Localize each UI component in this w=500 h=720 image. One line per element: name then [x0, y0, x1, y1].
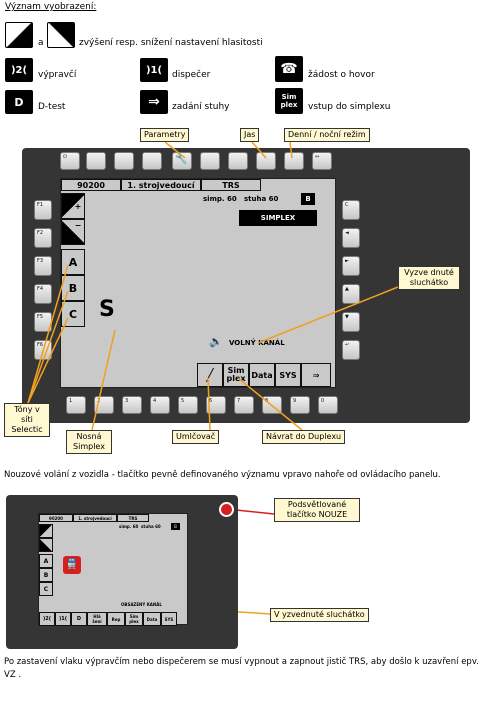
num-key-7[interactable]: 7	[234, 396, 254, 414]
sys-cell-2[interactable]: SYS	[161, 612, 177, 626]
d-test-icon: D	[5, 90, 33, 114]
announce-cell[interactable]: Hlá šení	[87, 612, 107, 626]
callout-zvednute: V yzvednuté sluchátko	[270, 608, 369, 622]
legend-conjunction: a	[38, 38, 44, 48]
arrows-key[interactable]	[312, 152, 332, 170]
num-key-8[interactable]: 8	[262, 396, 282, 414]
top-key-2[interactable]	[86, 152, 106, 170]
legend-label-simplex: vstup do simplexu	[308, 102, 391, 112]
d-test-cell[interactable]: D	[71, 612, 87, 626]
simplex-banner: SIMPLEX	[239, 210, 317, 226]
status-line-2: simp. 60 stuha 60	[119, 524, 161, 529]
tape-icon: ⇒	[312, 370, 320, 380]
callout-navrat: Návrat do Duplexu	[262, 430, 345, 444]
top-key-3[interactable]	[114, 152, 134, 170]
top-key-7[interactable]	[228, 152, 248, 170]
channel-status: VOLNÝ KANÁL	[229, 339, 285, 347]
callout-sluchatko: Vyzve dnuté sluchátko	[398, 266, 460, 290]
volume-down-cell-2[interactable]	[39, 538, 53, 552]
status-badge-2: B	[171, 523, 180, 530]
squelch-cell[interactable]	[197, 363, 223, 387]
call-request-icon: ☎	[275, 56, 303, 82]
tone-a[interactable]: A	[61, 249, 85, 275]
callout-den-noc: Denní / noční režim	[284, 128, 370, 142]
system-label-2: TRS	[117, 514, 149, 522]
volume-down-cell[interactable]: −	[61, 219, 85, 245]
tape-cell[interactable]	[301, 363, 331, 387]
simplex-icon: Sim plex	[275, 88, 303, 114]
callout-nouze: Podsvětlované tlačítko NOUZE	[274, 498, 360, 522]
control-panel-2	[6, 495, 238, 649]
enter-key[interactable]: ↵	[342, 340, 360, 360]
brightness-key[interactable]	[256, 152, 276, 170]
num-key-6[interactable]: 6	[206, 396, 226, 414]
right-key[interactable]: ►	[342, 256, 360, 276]
f3-key[interactable]: F3	[34, 256, 52, 276]
callout-nosna: Nosná Simplex	[66, 430, 112, 454]
status-badge: B	[301, 193, 315, 205]
legend-heading: Význam vyobrazení:	[5, 2, 97, 12]
dispatcher-2-icon: )2(	[5, 58, 33, 82]
data-cell-2[interactable]: Data	[143, 612, 161, 626]
num-key-0[interactable]: 0	[318, 396, 338, 414]
power-icon: ⏻	[63, 154, 67, 160]
dispatcher-1-icon: )1(	[140, 58, 168, 82]
tone-b[interactable]: B	[61, 275, 85, 301]
num-key-5[interactable]: 5	[178, 396, 198, 414]
up-key[interactable]: ▲	[342, 284, 360, 304]
volume-up-cell-2[interactable]	[39, 524, 53, 538]
train-number-2: 90200	[39, 514, 73, 522]
legend-label-zadost: žádost o hovor	[308, 70, 375, 80]
rep-cell[interactable]: Rep	[107, 612, 125, 626]
f5-key[interactable]: F5	[34, 312, 52, 332]
volume-description: zvýšení resp. snížení nastavení hlasitosti	[79, 38, 263, 48]
top-key-4[interactable]	[142, 152, 162, 170]
f2-key[interactable]: F2	[34, 228, 52, 248]
legend-label-stuha: zadání stuhy	[172, 102, 230, 112]
role-label-2: 1. strojvedoucí	[73, 514, 117, 522]
num-key-1[interactable]: 1	[66, 396, 86, 414]
tone-b-2[interactable]: B	[39, 568, 53, 582]
f6-key[interactable]: F6	[34, 340, 52, 360]
left-key[interactable]: ◄	[342, 228, 360, 248]
emergency-button[interactable]	[219, 502, 234, 517]
callout-umlcovac: Umlčovač	[172, 430, 219, 444]
f1-key[interactable]: F1	[34, 200, 52, 220]
volume-down-icon	[47, 22, 75, 48]
f4-key[interactable]: F4	[34, 284, 52, 304]
squelch-icon: ╱	[206, 368, 214, 382]
arrows-icon: ↔	[315, 154, 320, 160]
top-key-6[interactable]	[200, 152, 220, 170]
footer-text: Po zastavení vlaku výpravčím nebo dispečerem se musí vypnout a zapnout jistič TRS, aby došlo k uzavření epv. VZ .	[4, 657, 479, 680]
channel-status-2: OBSAZENÝ KANÁL	[121, 602, 162, 607]
data-cell[interactable]: Data	[249, 363, 275, 387]
tone-a-2[interactable]: A	[39, 554, 53, 568]
emergency-icon: 🚆	[63, 556, 81, 574]
system-label: TRS	[201, 179, 261, 191]
status-line: simp. 60 stuha 60	[203, 195, 279, 203]
callout-tony: Tóny v síti Selectic	[4, 403, 50, 437]
train-number: 90200	[61, 179, 121, 191]
dispatcher-2-cell[interactable]: )2(	[39, 612, 55, 626]
day-night-key[interactable]	[284, 152, 304, 170]
dispatcher-1-cell[interactable]: )1(	[55, 612, 71, 626]
power-key[interactable]	[60, 152, 80, 170]
legend-label-vypravci: výpravčí	[38, 70, 77, 80]
callout-parametry: Parametry	[140, 128, 189, 142]
role-label: 1. strojvedoucí	[121, 179, 201, 191]
num-key-3[interactable]: 3	[122, 396, 142, 414]
display-screen	[60, 178, 336, 388]
sys-cell[interactable]: SYS	[275, 363, 301, 387]
wrench-icon: 🔧	[175, 154, 188, 165]
display-screen-2	[38, 513, 188, 625]
legend-label-dtest: D-test	[38, 102, 66, 112]
simplex-cell-2[interactable]: Sim plex	[125, 612, 143, 626]
simplex-carrier-s: S	[99, 297, 115, 322]
legend-label-dispecer: dispečer	[172, 70, 211, 80]
num-key-9[interactable]: 9	[290, 396, 310, 414]
callout-jas: Jas	[240, 128, 259, 142]
num-key-2[interactable]: 2	[94, 396, 114, 414]
clear-key[interactable]: C	[342, 200, 360, 220]
emergency-text: Nouzové volání z vozidla - tlačítko pevně definovaného významu vpravo nahoře od ovládacího panelu.	[4, 470, 441, 480]
tone-c[interactable]: C	[61, 301, 85, 327]
tape-icon: ⇒	[140, 90, 168, 114]
parameters-key[interactable]	[172, 152, 192, 170]
volume-up-icon	[5, 22, 33, 48]
down-key[interactable]: ▼	[342, 312, 360, 332]
volume-up-cell[interactable]: +	[61, 193, 85, 219]
num-key-4[interactable]: 4	[150, 396, 170, 414]
tone-c-2[interactable]: C	[39, 582, 53, 596]
simplex-cell[interactable]: Sim plex	[223, 363, 249, 387]
speaker-icon: 🔈	[209, 335, 223, 348]
